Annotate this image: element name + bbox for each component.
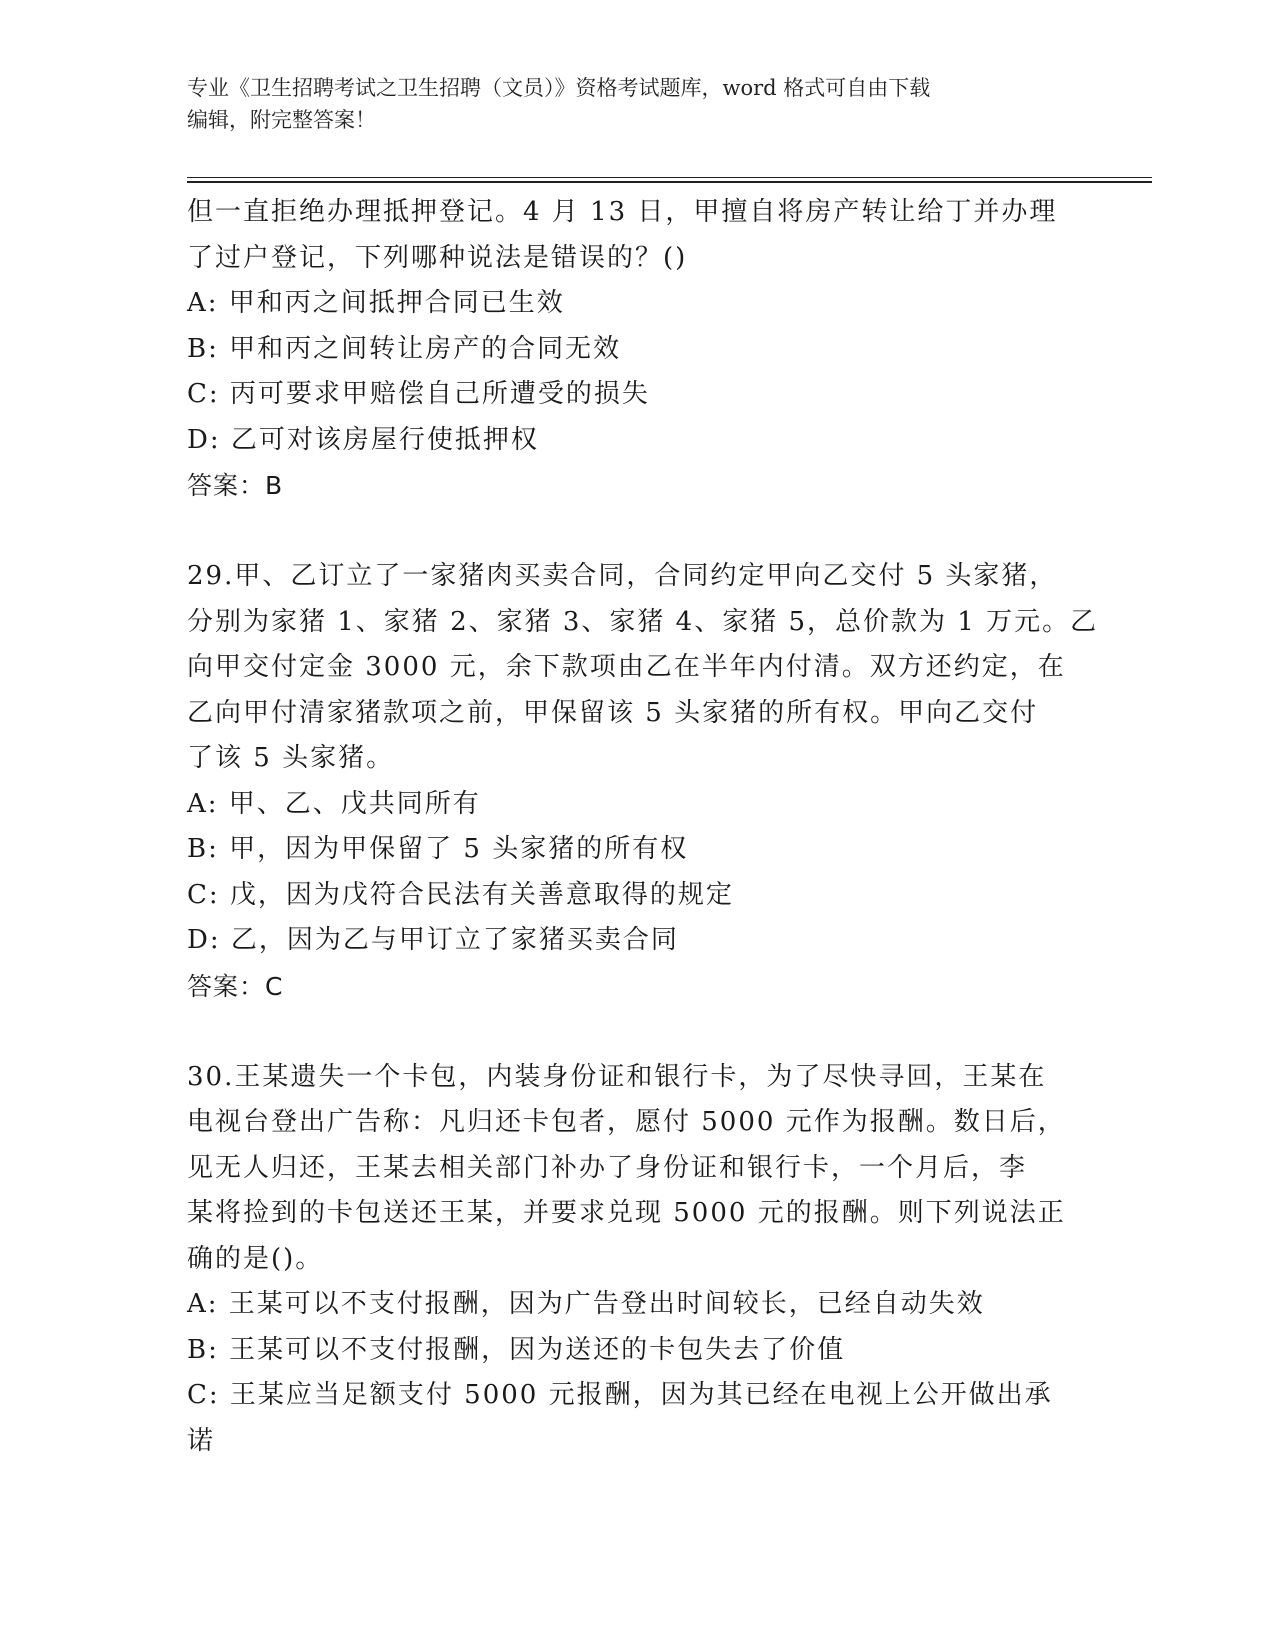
option-d: D: 乙，因为乙与甲订立了家猪买卖合同 [187, 925, 679, 955]
answer-label: 答案：C [187, 971, 284, 1001]
option-c: C: 王某应当足额支付 5000 元报酬，因为其已经在电视上公开做出承 [187, 1380, 1053, 1410]
question-stem-line: 确的是()。 [187, 1243, 324, 1274]
question-30 [187, 1055, 1087, 1465]
question-stem-line: 30.王某遗失一个卡包，内装身份证和银行卡，为了尽快寻回，王某在 [187, 1061, 1047, 1092]
question-stem-line: 电视台登出广告称：凡归还卡包者，愿付 5000 元作为报酬。数日后， [187, 1107, 1066, 1137]
question-stem-line: 但一直拒绝办理抵押登记。4 月 13 日，甲擅自将房产转让给丁并办理 [187, 197, 1058, 227]
question-stem-line: 见无人归还，王某去相关部门补办了身份证和银行卡，一个月后，李 [187, 1152, 1028, 1183]
option-d: D: 乙可对该房屋行使抵押权 [187, 424, 539, 455]
option-c: C: 丙可要求甲赔偿自己所遭受的损失 [187, 379, 650, 409]
option-b: B: 甲和丙之间转让房产的合同无效 [187, 333, 622, 364]
question-28 [187, 190, 1087, 509]
question-stem-line: 29.甲、乙订立了一家猪肉买卖合同，合同约定甲向乙交付 5 头家猪， [187, 561, 1058, 591]
question-stem-line: 分别为家猪 1、家猪 2、家猪 3、家猪 4、家猪 5，总价款为 1 万元。乙 [187, 606, 1099, 637]
option-a: A: 甲和丙之间抵押合同已生效 [187, 288, 565, 318]
option-c: C: 戊，因为戊符合民法有关善意取得的规定 [187, 879, 734, 910]
header-divider-thin [187, 177, 1152, 178]
option-a: A: 甲、乙、戊共同所有 [187, 788, 481, 819]
document-body [187, 190, 1099, 1464]
question-stem-line: 了该 5 头家猪。 [187, 743, 395, 773]
header-divider-thick [187, 181, 1152, 183]
answer-label: 答案：B [187, 471, 284, 500]
spacer [187, 509, 1087, 555]
option-b: B: 王某可以不支付报酬，因为送还的卡包失去了价值 [187, 1334, 846, 1365]
header-line-2: 编辑，附完整答案！ [187, 108, 376, 132]
question-29 [187, 554, 1099, 1009]
question-stem-line: 向甲交付定金 3000 元，余下款项由乙在半年内付清。双方还约定，在 [187, 652, 1066, 682]
option-a: A: 王某可以不支付报酬，因为广告登出时间较长，已经自动失效 [187, 1289, 985, 1319]
header-line-1: 专业《卫生招聘考试之卫生招聘（文员）》资格考试题库，word 格式可自由下载 [187, 76, 931, 100]
question-stem-line: 乙向甲付清家猪款项之前，甲保留该 5 头家猪的所有权。甲向乙交付 [187, 697, 1039, 728]
option-c-continued: 诺 [187, 1425, 216, 1456]
page-header [187, 72, 1087, 136]
question-stem-line: 某将捡到的卡包送还王某，并要求兑现 5000 元的报酬。则下列说法正 [187, 1198, 1066, 1228]
spacer [187, 1009, 1087, 1055]
question-stem-line: 了过户登记，下列哪种说法是错误的？() [187, 242, 688, 273]
option-b: B: 甲，因为甲保留了 5 头家猪的所有权 [187, 834, 689, 864]
